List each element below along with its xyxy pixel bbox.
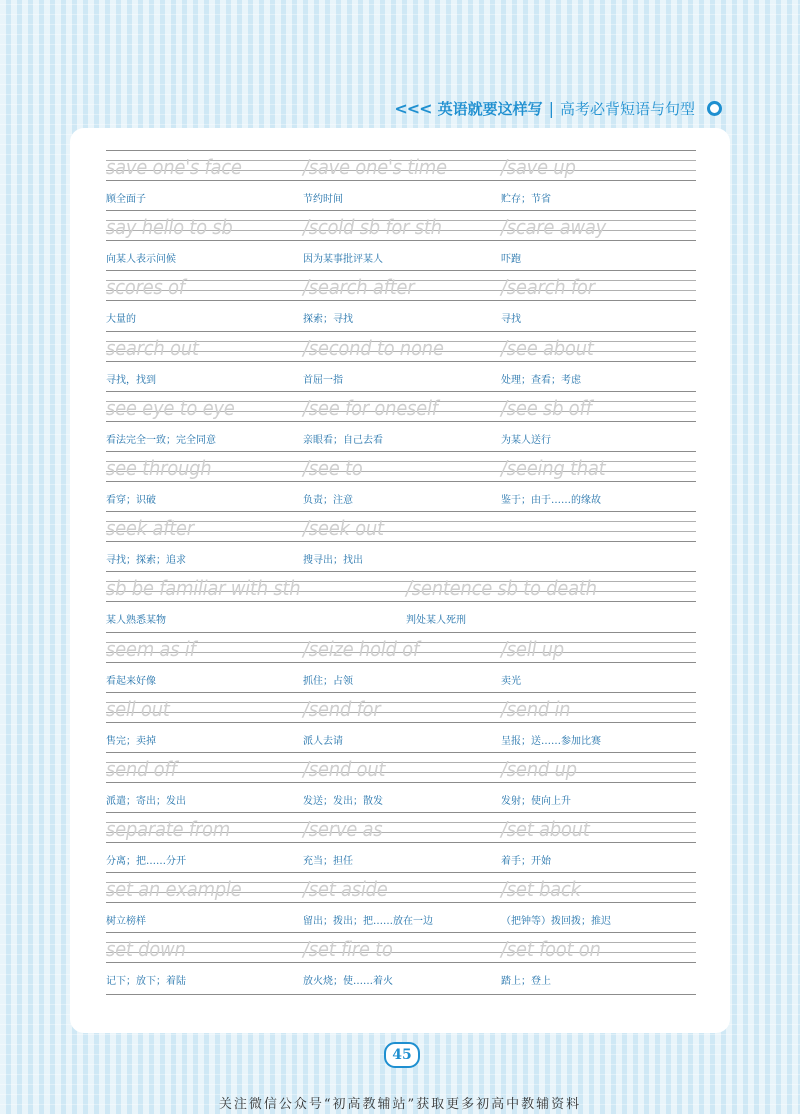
phrase-meaning: 分离；把……分开 (106, 856, 186, 868)
phrase-trace-text: /see for oneself (303, 395, 438, 420)
phrase-row (106, 268, 696, 328)
title-separator: | (548, 98, 554, 118)
phrase-row (106, 208, 696, 268)
phrase-meaning: 看穿；识破 (106, 494, 156, 506)
phrase-meaning: 发射；使向上升 (501, 795, 571, 807)
phrase-trace-text: /send for (303, 696, 381, 721)
book-title: 英语就要这样写 (437, 99, 543, 118)
phrase-trace-text: /scare away (501, 215, 607, 240)
phrase-trace-text: /see sb off (501, 395, 592, 420)
phrase-meaning: 处理；查看；考虑 (501, 374, 581, 386)
phrase-trace-text: /send out (303, 756, 386, 781)
bottom-rule (106, 994, 696, 995)
phrase-trace-text: /save up (501, 155, 576, 179)
phrase-trace-text: scores of (106, 275, 185, 300)
phrase-trace-text: sb be familiar with sth (106, 576, 301, 601)
phrase-meaning: 判处某人死刑 (406, 615, 466, 627)
phrase-meaning: 看起来好像 (106, 675, 156, 687)
phrase-meaning: 向某人表示问候 (106, 254, 176, 266)
phrase-meaning: 搜寻出；找出 (303, 555, 363, 567)
page-number: 45 (384, 1042, 420, 1068)
phrase-meaning: 放火烧；使……着火 (303, 976, 393, 988)
phrase-meaning: 发送；发出；散发 (303, 795, 383, 807)
phrase-meaning: 树立榜样 (106, 916, 146, 928)
phrase-row (106, 329, 696, 389)
section-header (394, 96, 722, 120)
phrase-trace-text: set an example (106, 877, 242, 902)
phrase-trace-text: /sell up (501, 636, 564, 661)
phrase-meaning: 派遣；寄出；发出 (106, 795, 186, 807)
phrase-trace-text: /send in (501, 696, 571, 721)
phrase-trace-text: separate from (106, 817, 230, 842)
phrase-meaning: 充当；担任 (303, 856, 353, 868)
phrase-row (106, 690, 696, 750)
phrase-trace-text: see eye to eye (106, 395, 235, 420)
phrase-meaning: 留出；拨出；把……放在一边 (303, 916, 433, 928)
phrase-meaning: 节约时间 (303, 194, 343, 205)
phrase-meaning: 某人熟悉某物 (106, 615, 166, 627)
phrase-trace-text: /search for (501, 275, 595, 300)
phrase-trace-text: /second to none (303, 335, 444, 360)
phrase-trace-text: see through (106, 455, 212, 480)
phrase-trace-text: seem as if (106, 636, 196, 661)
handwriting-guidelines (106, 930, 696, 970)
phrase-trace-text: /set about (501, 817, 590, 842)
phrase-meaning: 因为某事批评某人 (303, 254, 383, 266)
footer-note: 关注微信公众号“初高教辅站”获取更多初高中教辅资料 (218, 1097, 582, 1112)
phrase-row (106, 509, 696, 569)
phrase-row (106, 148, 696, 208)
phrase-meaning: 寻找；探索；追求 (106, 555, 186, 567)
phrase-trace-text: /serve as (303, 817, 383, 842)
phrase-list (106, 148, 696, 991)
phrase-row (106, 569, 696, 629)
phrase-meaning: 呈报；送……参加比赛 (501, 735, 601, 747)
phrase-trace-text: /seize hold of (303, 636, 419, 661)
phrase-meaning: 派人去请 (303, 735, 343, 747)
phrase-meaning: 售完；卖掉 (106, 735, 156, 747)
phrase-meaning: 记下；放下；着陆 (106, 976, 186, 988)
phrase-meaning: 亲眼看；自己去看 (303, 434, 383, 446)
phrase-trace-text: /sentence sb to death (406, 576, 597, 601)
phrase-meaning: 首屈一指 (303, 374, 343, 386)
phrase-meaning: 寻找 (501, 314, 521, 326)
handwriting-guidelines (106, 750, 696, 790)
phrase-meaning: 吓跑 (501, 254, 521, 266)
phrase-row (106, 750, 696, 810)
phrase-meaning: 探索；寻找 (303, 314, 353, 326)
circle-dot-icon (707, 101, 722, 116)
phrase-trace-text: set down (106, 937, 186, 962)
phrase-trace-text: /scold sb for sth (303, 215, 442, 240)
phrase-meaning: 贮存；节省 (501, 194, 551, 205)
phrase-trace-text: search out (106, 335, 199, 360)
phrase-trace-text: /set back (501, 877, 581, 902)
phrase-meaning: 踏上；登上 (501, 976, 551, 988)
handwriting-guidelines (106, 509, 696, 549)
phrase-trace-text: send off (106, 756, 177, 781)
phrase-meaning: 着手；开始 (501, 856, 551, 868)
phrase-meaning: （把钟等）拨回拨；推迟 (501, 916, 611, 928)
phrase-meaning: 大量的 (106, 314, 136, 326)
phrase-trace-text: /seek out (303, 516, 384, 541)
handwriting-guidelines (106, 690, 696, 730)
phrase-meaning: 卖光 (501, 675, 521, 687)
phrase-row (106, 870, 696, 930)
phrase-meaning: 鉴于；由于……的缘故 (501, 494, 601, 506)
phrase-meaning: 寻找，找到 (106, 374, 156, 386)
phrase-trace-text: /set aside (303, 877, 388, 902)
phrase-meaning: 负责；注意 (303, 494, 353, 506)
phrase-row (106, 449, 696, 509)
phrase-trace-text: say hello to sb (106, 215, 233, 240)
worksheet-card (70, 128, 730, 1033)
phrase-trace-text: /seeing that (501, 455, 606, 480)
phrase-row (106, 630, 696, 690)
section-title: 高考必背短语与句型 (559, 99, 695, 118)
phrase-row (106, 810, 696, 870)
phrase-trace-text: /search after (303, 275, 415, 300)
phrase-meaning: 顾全面子 (106, 194, 146, 205)
phrase-trace-text: /see about (501, 335, 594, 360)
phrase-trace-text: seek after (106, 516, 194, 541)
phrase-trace-text: /save one's time (303, 155, 447, 179)
phrase-trace-text: /set fire to (303, 937, 393, 962)
phrase-trace-text: /set foot on (501, 937, 601, 962)
phrase-row (106, 389, 696, 449)
phrase-meaning: 看法完全一致；完全同意 (106, 434, 216, 446)
phrase-trace-text: sell out (106, 696, 170, 721)
chevrons-left-icon: <<< (394, 98, 432, 118)
phrase-meaning: 为某人送行 (501, 434, 551, 446)
phrase-row (106, 930, 696, 990)
phrase-meaning: 抓住；占领 (303, 675, 353, 687)
phrase-trace-text: /see to (303, 455, 363, 480)
phrase-trace-text: save one's face (106, 155, 242, 179)
phrase-trace-text: /send up (501, 756, 577, 781)
